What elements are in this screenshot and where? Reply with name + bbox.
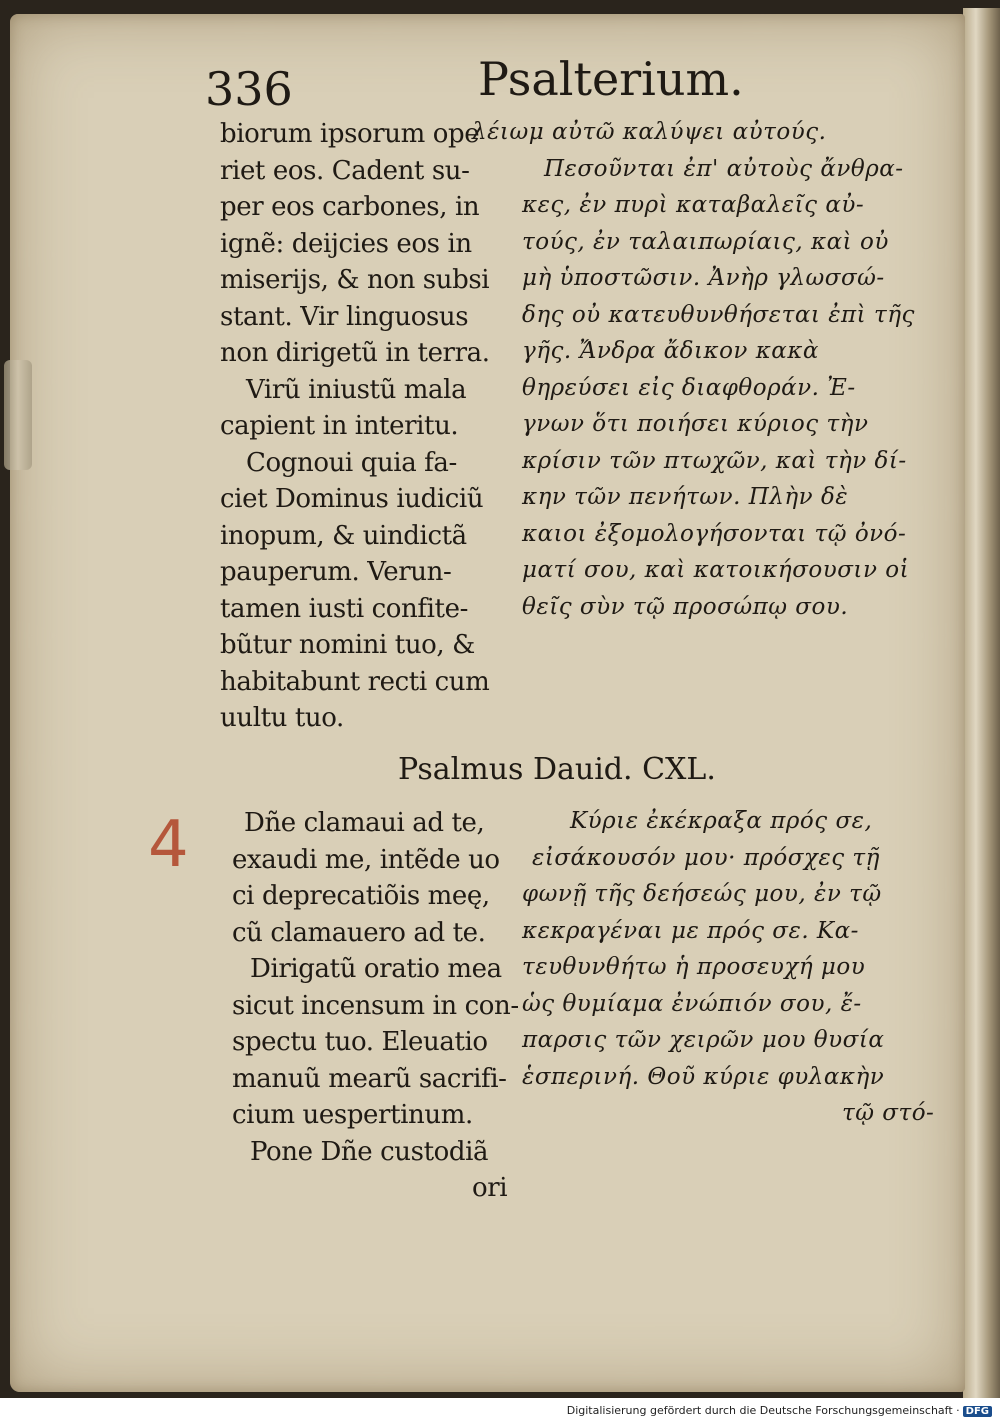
text-line: non dirigetũ in terra. <box>220 338 490 368</box>
text-line: pauperum. Verun- <box>220 557 452 587</box>
text-line: biorum ipsorum ope <box>220 119 480 149</box>
latin-column-top <box>220 116 490 737</box>
text-line: tamen iusti confite- <box>220 593 468 624</box>
text-line: Pone Dñe custodiã <box>250 1136 489 1167</box>
text-line: capient in interitu. <box>220 411 459 441</box>
text-line: εἰσάκουσόν μου· πρόσχες τῇ <box>532 844 880 871</box>
text-line: inopum, & uindictã <box>220 520 467 551</box>
text-line: κες, ἐν πυρὶ καταβαλεῖς αὐ- <box>522 192 865 218</box>
text-line: θηρεύσει εἰς διαφθοράν. Ἐ- <box>522 374 856 401</box>
text-line: ματί σου, καὶ κατοικήσουσιν οἱ <box>522 557 910 583</box>
book-clasp <box>4 360 32 470</box>
text-line: κεκραγέναι με πρός σε. Κα- <box>522 917 859 944</box>
text-line: δης οὐ κατευθυνθήσεται ἐπὶ τῆς <box>522 301 915 328</box>
page-number: 336 <box>205 62 293 116</box>
text-line: ignẽ: deijcies eos in <box>220 228 472 259</box>
text-line: φωνῇ τῆς δεήσεώς μου, ἐν τῷ <box>522 881 882 907</box>
text-line: ὡς θυμίαμα ἐνώπιόν σου, ἔ- <box>522 990 862 1017</box>
text-line: miserijs, & non subsi <box>220 265 490 295</box>
running-title: Psalterium. <box>478 52 744 106</box>
text-line: Virũ iniustũ mala <box>246 374 467 405</box>
text-line: uultu tuo. <box>220 703 344 733</box>
text-line: Dirigatũ oratio mea <box>250 954 502 984</box>
text-line: μὴ ὑποστῶσιν. Ἀνὴρ γλωσσώ- <box>522 265 885 291</box>
text-line: stant. Vir linguosus <box>220 301 469 332</box>
greek-column-top <box>472 114 915 625</box>
text-line: καιοι ἐξομολογήσονται τῷ ὀνό- <box>522 520 907 547</box>
text-line: κρίσιν τῶν πτωχῶν, καὶ τὴν δί- <box>522 447 907 474</box>
text-line: λέιωμ αὐτῶ καλύψει αὐτούς. <box>472 119 827 145</box>
digitization-credit <box>567 1404 992 1417</box>
text-line: κην τῶν πενήτων. Πλὴν δὲ <box>522 484 849 510</box>
text-line: ci deprecatiõis meę, <box>232 881 490 911</box>
psalm-heading: Psalmus Dauid. CXL. <box>398 752 716 787</box>
text-line: παρσις τῶν χειρῶν μου θυσία <box>522 1027 885 1053</box>
text-line: habitabunt recti cum <box>220 666 490 697</box>
text-line: γῆς. Ἄνδρα ἄδικον κακὰ <box>522 338 819 364</box>
text-line: riet eos. Cadent su- <box>220 155 470 186</box>
text-line: θεῖς σὺν τῷ προσώπῳ σου. <box>522 593 849 620</box>
text-line: bũtur nomini tuo, & <box>220 630 475 660</box>
text-line: ori <box>472 1173 508 1203</box>
latin-column-bottom <box>232 805 519 1207</box>
text-line: γνων ὅτι ποιήσει κύριος τὴν <box>522 411 869 437</box>
book-page-edge <box>963 8 1000 1400</box>
digitization-credit-text: Digitalisierung gefördert durch die Deutsche Forschungsgemeinschaft · <box>566 1404 960 1417</box>
text-line: ἑσπερινή. Θοῦ κύριε φυλακὴν <box>522 1063 885 1090</box>
text-line: Πεσοῦνται ἐπ' αὐτοὺς ἄνθρα- <box>544 155 904 182</box>
greek-column-bottom <box>522 803 934 1132</box>
text-line: cũ clamauero ad te. <box>232 917 486 948</box>
text-line: Κύριε ἐκέκραξα πρός σε, <box>570 808 873 834</box>
text-line: τῷ στό- <box>842 1100 935 1126</box>
text-line: τευθυνθήτω ἡ προσευχή μου <box>522 954 866 980</box>
text-line: cium uespertinum. <box>232 1100 473 1130</box>
handwritten-marginal-note: 4 <box>148 808 189 882</box>
text-line: Dñe clamaui ad te, <box>244 808 485 838</box>
text-line: exaudi me, intẽde uo <box>232 844 500 875</box>
text-line: manuũ mearũ sacrifi- <box>232 1063 507 1094</box>
dfg-logo: DFG <box>963 1406 992 1417</box>
text-line: Cognoui quia fa- <box>246 447 457 478</box>
text-line: per eos carbones, in <box>220 192 480 222</box>
text-line: τούς, ἐν ταλαιπωρίαις, καὶ οὐ <box>522 228 889 255</box>
text-line: sicut incensum in con- <box>232 990 519 1021</box>
text-line: spectu tuo. Eleuatio <box>232 1027 488 1057</box>
text-line: ciet Dominus iudiciũ <box>220 484 484 514</box>
